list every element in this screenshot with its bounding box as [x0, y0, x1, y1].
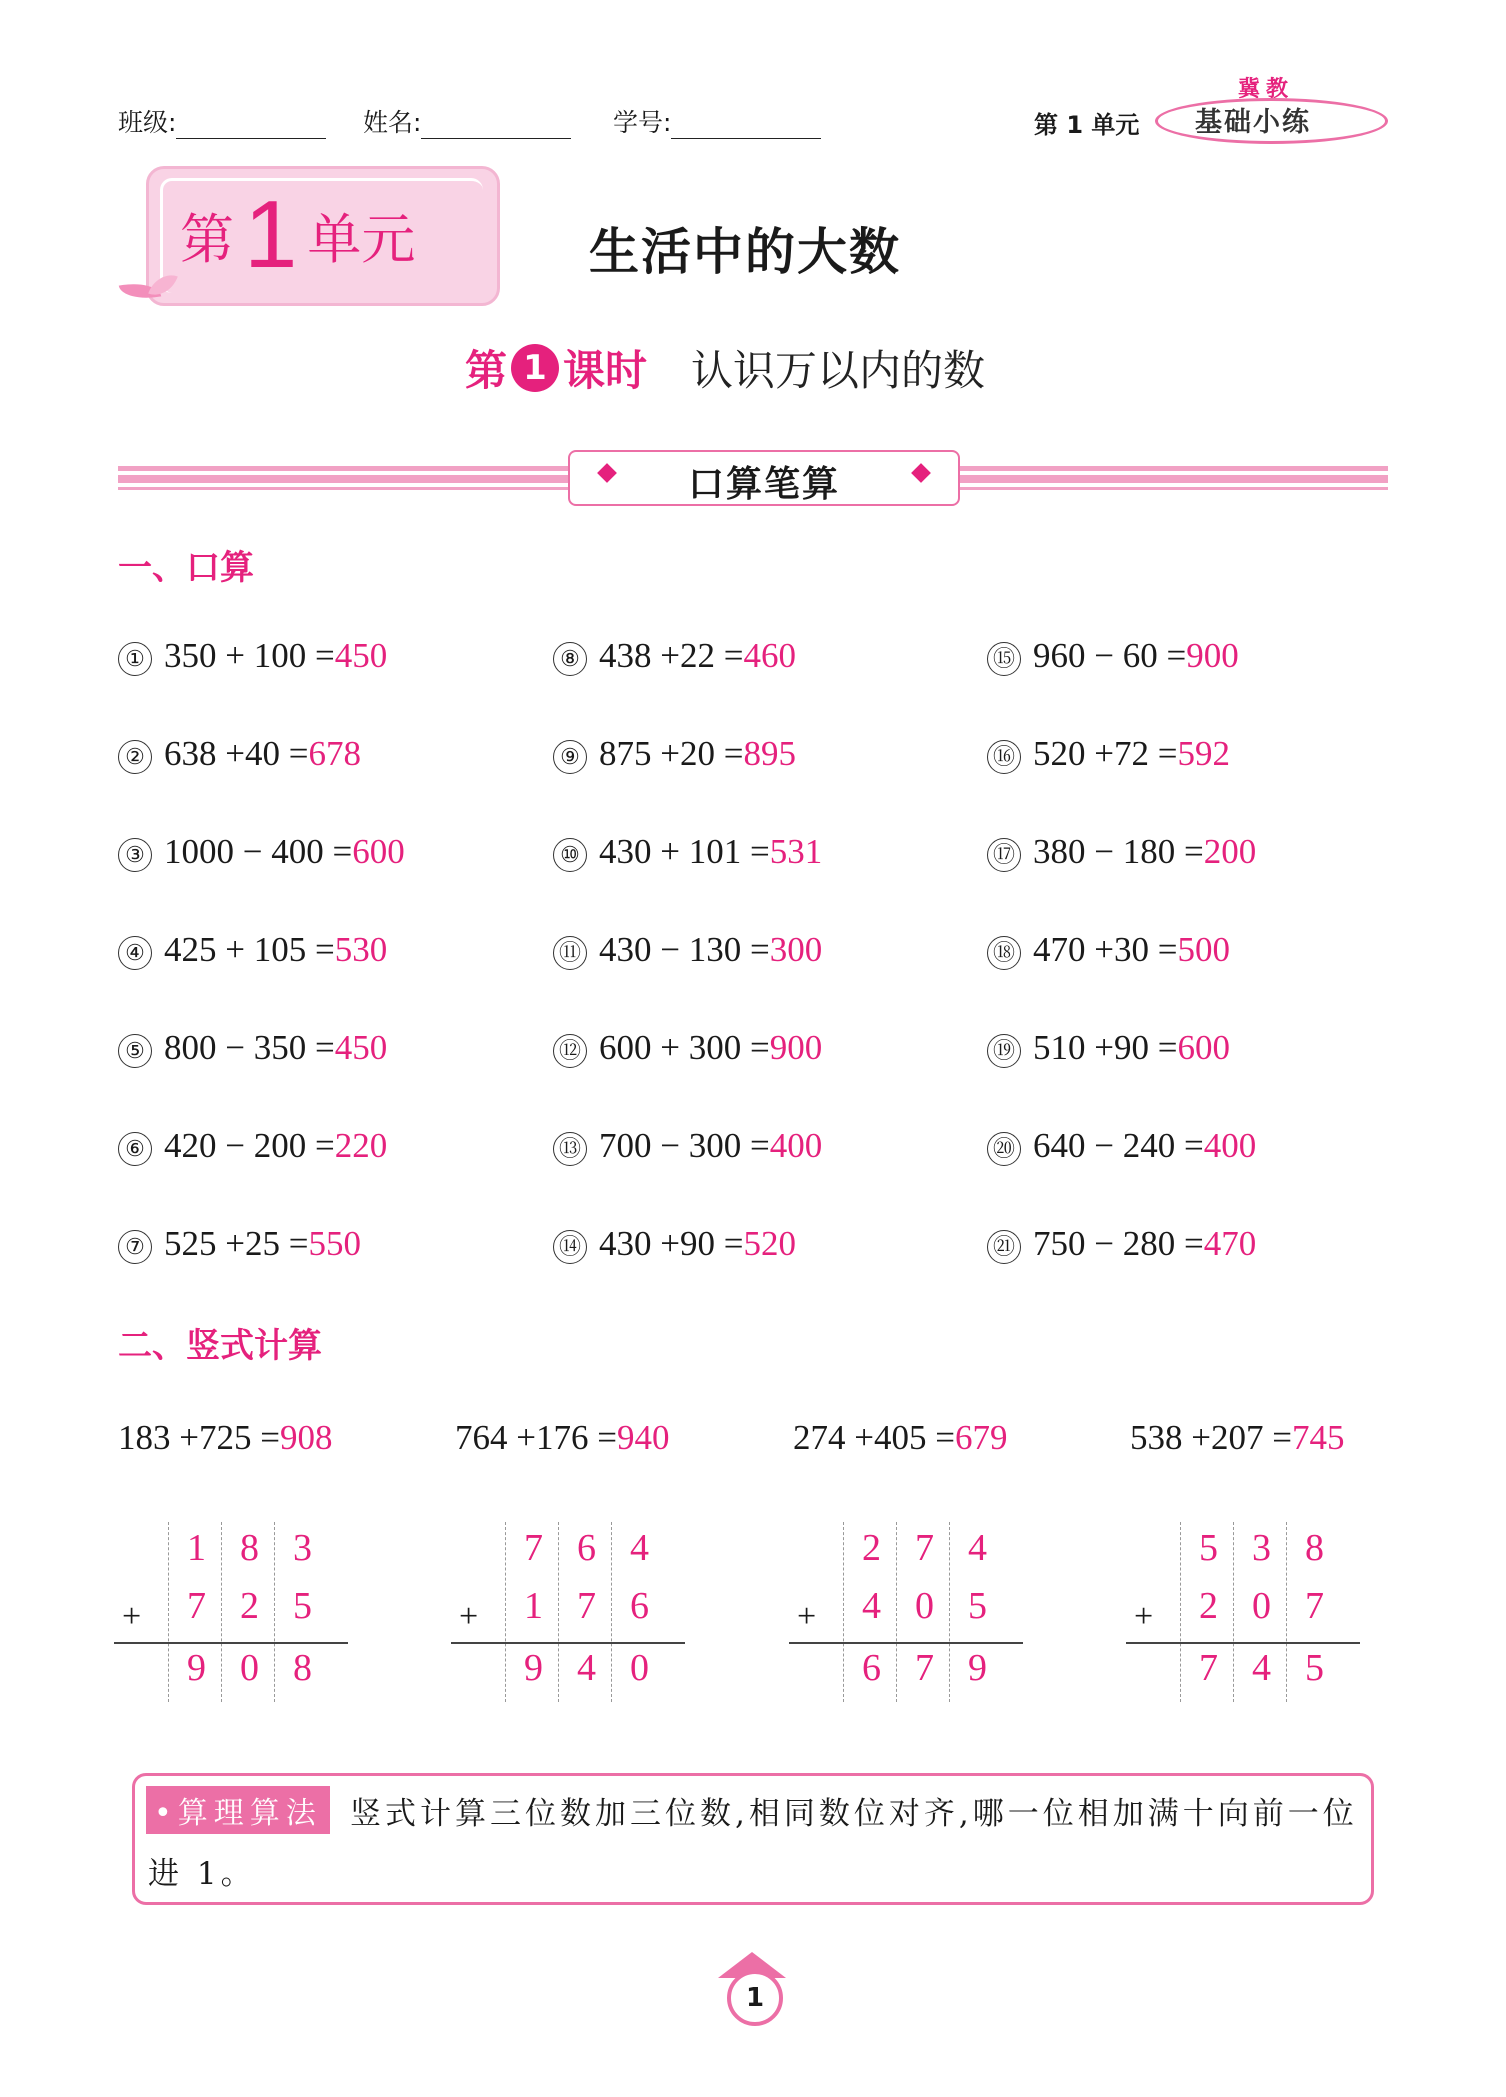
digit-result: 6 [862, 1647, 881, 1689]
oral-answer: 520 [743, 1224, 796, 1263]
grid-line [505, 1522, 506, 1702]
oral-item [553, 1126, 822, 1166]
oral-expression: 420 − 200 = [164, 1126, 335, 1165]
oral-item [553, 1028, 822, 1068]
oral-expression: 750 − 280 = [1033, 1224, 1204, 1263]
item-number: ⑤ [118, 1034, 152, 1068]
unit-number: 1 [244, 181, 298, 288]
lesson-name: 认识万以内的数 [691, 346, 986, 395]
oral-item [553, 636, 796, 676]
unit-post: 单元 [307, 207, 416, 271]
digit-result: 0 [240, 1647, 259, 1689]
digit-bottom: 5 [968, 1585, 987, 1627]
oral-item [118, 1028, 387, 1068]
oral-item [118, 832, 405, 872]
oral-answer: 200 [1203, 832, 1257, 871]
oral-expression: 470 +30 = [1033, 930, 1178, 969]
brand-label: 基础小练 [1195, 107, 1311, 138]
student-id-field[interactable] [613, 103, 821, 139]
digit-bottom: 7 [1305, 1585, 1324, 1627]
item-number: ⑫ [553, 1034, 587, 1068]
name-line [421, 112, 571, 139]
sum-rule [114, 1642, 348, 1644]
oral-item [118, 734, 361, 774]
oral-item [987, 636, 1239, 676]
item-number: ⑲ [987, 1034, 1021, 1068]
vertical-expression [1130, 1418, 1344, 1458]
item-number: ⑱ [987, 936, 1021, 970]
digit-top: 7 [524, 1527, 543, 1569]
oral-item [987, 1028, 1230, 1068]
grid-line [843, 1522, 844, 1702]
item-number: ⑭ [553, 1230, 587, 1264]
oral-expression: 525 +25 = [164, 1224, 309, 1263]
section-title: 口算笔算 [687, 464, 840, 505]
tip-text-line1: 竖式计算三位数加三位数,相同数位对齐,哪一位相加满十向前一位 [350, 1796, 1358, 1832]
item-number: ⑯ [987, 740, 1021, 774]
vertical-expr-text: 183 +725 = [118, 1418, 280, 1457]
digit-result: 4 [577, 1647, 596, 1689]
oral-answer: 678 [308, 734, 361, 773]
oral-item [987, 1224, 1256, 1264]
header-unit-label: 第 1 单元 [1034, 111, 1140, 139]
digit-result: 8 [293, 1647, 312, 1689]
vertical-expr-text: 764 +176 = [455, 1418, 617, 1457]
oral-item [987, 832, 1256, 872]
item-number: ⑩ [553, 838, 587, 872]
vertical-expr-text: 538 +207 = [1130, 1418, 1292, 1457]
oral-answer: 300 [769, 930, 823, 969]
item-number: ⑰ [987, 838, 1021, 872]
digit-result: 4 [1252, 1647, 1271, 1689]
section-title-box [568, 450, 960, 506]
grid-line [1180, 1522, 1181, 1702]
oral-item [553, 930, 822, 970]
vertical-expr-answer: 679 [954, 1418, 1008, 1457]
oral-answer: 220 [334, 1126, 388, 1165]
page-number: 1 [727, 1970, 783, 2026]
item-number: ⑧ [553, 642, 587, 676]
oral-answer: 400 [769, 1126, 823, 1165]
item-number: ⑬ [553, 1132, 587, 1166]
class-label: 班级: [118, 108, 177, 137]
oral-answer: 530 [334, 930, 388, 969]
vertical-expression [118, 1418, 332, 1458]
oral-expression: 438 +22 = [599, 636, 744, 675]
student-id-label: 学号: [613, 108, 672, 137]
oral-item [987, 734, 1230, 774]
vertical-column-calc [1126, 1522, 1366, 1702]
item-number: ② [118, 740, 152, 774]
part1-heading: 一、口算 [118, 548, 254, 588]
digit-top: 5 [1199, 1527, 1218, 1569]
oral-expression: 600 + 300 = [599, 1028, 770, 1067]
item-number: ④ [118, 936, 152, 970]
oral-item [553, 832, 822, 872]
item-number: ③ [118, 838, 152, 872]
oral-answer: 531 [769, 832, 823, 871]
digit-result: 5 [1305, 1647, 1324, 1689]
oral-answer: 500 [1177, 930, 1230, 969]
sum-rule [1126, 1642, 1360, 1644]
vertical-column-calc [114, 1522, 354, 1702]
tip-tag: •算理算法 [146, 1786, 330, 1834]
plus-sign: + [1134, 1598, 1154, 1635]
digit-result: 7 [915, 1647, 934, 1689]
plus-sign: + [122, 1598, 142, 1635]
item-number: ⑦ [118, 1230, 152, 1264]
oral-answer: 900 [769, 1028, 823, 1067]
oral-expression: 800 − 350 = [164, 1028, 335, 1067]
digit-bottom: 0 [1252, 1585, 1271, 1627]
digit-result: 9 [187, 1647, 206, 1689]
digit-result: 9 [968, 1647, 987, 1689]
lesson-heading [465, 338, 985, 398]
digit-bottom: 2 [1199, 1585, 1218, 1627]
digit-top: 8 [240, 1527, 259, 1569]
plus-sign: + [797, 1598, 817, 1635]
oral-answer: 470 [1203, 1224, 1257, 1263]
oral-answer: 900 [1186, 636, 1239, 675]
vertical-expr-answer: 940 [616, 1418, 670, 1457]
oral-expression: 1000 − 400 = [164, 832, 353, 871]
name-label: 姓名: [363, 108, 422, 137]
oral-answer: 450 [334, 1028, 388, 1067]
oral-expression: 425 + 105 = [164, 930, 335, 969]
vertical-expression [455, 1418, 669, 1458]
oral-item [118, 1126, 387, 1166]
oral-item [987, 1126, 1256, 1166]
vertical-expression [793, 1418, 1007, 1458]
oral-item [987, 930, 1230, 970]
oral-expression: 638 +40 = [164, 734, 309, 773]
oral-expression: 875 +20 = [599, 734, 744, 773]
digit-bottom: 6 [630, 1585, 649, 1627]
digit-result: 0 [630, 1647, 649, 1689]
oral-expression: 350 + 100 = [164, 636, 335, 675]
vertical-expr-answer: 745 [1291, 1418, 1345, 1457]
digit-bottom: 1 [524, 1585, 543, 1627]
oral-expression: 520 +72 = [1033, 734, 1178, 773]
oral-answer: 600 [1177, 1028, 1230, 1067]
oral-expression: 380 − 180 = [1033, 832, 1204, 871]
plus-sign: + [459, 1598, 479, 1635]
lesson-post: 课时 [563, 346, 648, 395]
oral-answer: 592 [1177, 734, 1230, 773]
oral-expression: 640 − 240 = [1033, 1126, 1204, 1165]
item-number: ⑪ [553, 936, 587, 970]
digit-bottom: 4 [862, 1585, 881, 1627]
oral-answer: 460 [743, 636, 796, 675]
oral-item [118, 1224, 361, 1264]
item-number: ⑥ [118, 1132, 152, 1166]
item-number: ㉑ [987, 1230, 1021, 1264]
oral-expression: 510 +90 = [1033, 1028, 1178, 1067]
lesson-number-badge: 1 [511, 344, 559, 392]
oral-item [118, 636, 387, 676]
oral-answer: 550 [308, 1224, 361, 1263]
student-id-line [671, 112, 821, 139]
vertical-expr-answer: 908 [279, 1418, 333, 1457]
unit-banner-text [180, 180, 415, 290]
digit-top: 3 [293, 1527, 312, 1569]
digit-bottom: 2 [240, 1585, 259, 1627]
oral-answer: 600 [352, 832, 405, 871]
digit-result: 9 [524, 1647, 543, 1689]
unit-pre: 第 [180, 207, 234, 271]
digit-bottom: 5 [293, 1585, 312, 1627]
unit-title: 生活中的大数 [589, 223, 901, 281]
grid-line [168, 1522, 169, 1702]
oral-answer: 450 [334, 636, 388, 675]
oral-expression: 430 +90 = [599, 1224, 744, 1263]
vertical-column-calc [789, 1522, 1029, 1702]
class-field[interactable] [118, 103, 326, 139]
digit-top: 3 [1252, 1527, 1271, 1569]
class-line [176, 112, 326, 139]
vertical-expr-text: 274 +405 = [793, 1418, 955, 1457]
name-field[interactable] [363, 103, 571, 139]
digit-bottom: 0 [915, 1585, 934, 1627]
digit-top: 8 [1305, 1527, 1324, 1569]
digit-top: 2 [862, 1527, 881, 1569]
oral-answer: 400 [1203, 1126, 1257, 1165]
oral-expression: 430 − 130 = [599, 930, 770, 969]
digit-bottom: 7 [577, 1585, 596, 1627]
item-number: ① [118, 642, 152, 676]
sum-rule [789, 1642, 1023, 1644]
oral-item [118, 930, 387, 970]
oral-item [553, 734, 796, 774]
digit-top: 6 [577, 1527, 596, 1569]
oral-expression: 430 + 101 = [599, 832, 770, 871]
item-number: ⑨ [553, 740, 587, 774]
oral-expression: 700 − 300 = [599, 1126, 770, 1165]
part2-heading: 二、竖式计算 [118, 1326, 322, 1366]
oral-item [553, 1224, 796, 1264]
oral-expression: 960 − 60 = [1033, 636, 1187, 675]
vertical-column-calc [451, 1522, 691, 1702]
digit-top: 4 [630, 1527, 649, 1569]
lesson-pre: 第 [465, 346, 508, 395]
digit-result: 7 [1199, 1647, 1218, 1689]
sum-rule [451, 1642, 685, 1644]
oral-answer: 895 [743, 734, 796, 773]
tip-text-line2: 进 1。 [148, 1856, 256, 1892]
digit-top: 4 [968, 1527, 987, 1569]
digit-top: 1 [187, 1527, 206, 1569]
item-number: ⑮ [987, 642, 1021, 676]
digit-bottom: 7 [187, 1585, 206, 1627]
item-number: ⑳ [987, 1132, 1021, 1166]
publisher-label: 冀教 [1238, 77, 1295, 102]
digit-top: 7 [915, 1527, 934, 1569]
